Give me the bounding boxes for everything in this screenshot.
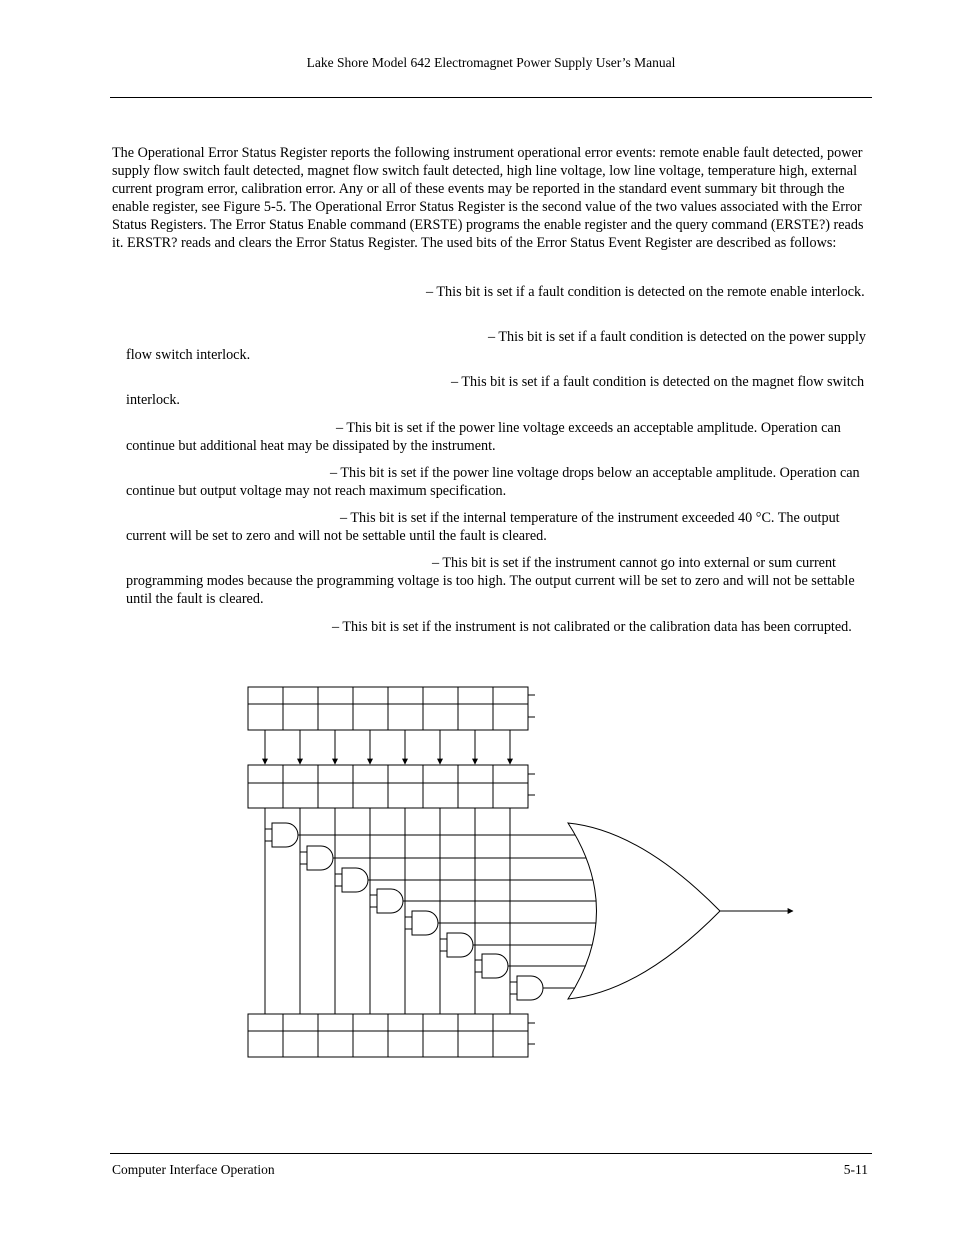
bit-item-magnet-flow — [126, 373, 870, 409]
and-gate-1 — [300, 846, 590, 870]
bit-item-ps-flow — [126, 328, 870, 364]
bit-desc: – This bit is set if a fault condition is detected on the magnet flow switch interlock. — [126, 374, 865, 408]
bit-desc: – This bit is set if the instrument cannot go into external or sum current programming modes because the programming voltage is too high. The output current will be set to zero and will not be settable until the fault is cleared. — [126, 555, 855, 607]
bit-desc: – This bit is set if the instrument is not calibrated or the calibration data has been corrupted. — [332, 619, 852, 635]
header-rule — [110, 97, 872, 98]
header-title: Lake Shore Model 642 Electromagnet Power Supply User’s Manual — [306, 55, 676, 70]
register-logic-diagram — [240, 682, 800, 1062]
or-gate — [568, 823, 720, 999]
intro-paragraph: The Operational Error Status Register reports the following instrument operational error events: remote enable fault detected, power supply flow switch fault detected, magnet flow switch fault detected, high line voltage, low line voltage, temperature high, external current program error, calibration error. Any or all of these events may be reported in the standard event summary bit through the enable register, see Figure 5-5. The Operational Error Status Register is the second value of the two values associated with the Error Status Registers. The Error Status Enable command (ERSTE) programs the enable register and the query command (ERSTE?) reads it. ERSTR? reads and clears the Error Status Register. The used bits of the Error Status Event Register are described as follows: — [112, 145, 864, 251]
bit-desc: – This bit is set if a fault condition is detected on the remote enable interlock. — [426, 284, 865, 300]
bit-item-temp-high — [126, 509, 870, 545]
footer-section-title: Computer Interface Operation — [112, 1162, 275, 1177]
bit-desc: – This bit is set if the power line voltage drops below an acceptable amplitude. Operation can continue but output voltage may not reach maximum specification. — [126, 465, 860, 499]
and-gate-4 — [405, 911, 600, 935]
bit-item-high-line — [126, 419, 870, 455]
bit-item-calibration — [126, 618, 870, 636]
bit-item-ext-prog — [126, 554, 870, 608]
bit-item-remote-enable — [126, 283, 870, 301]
status-register-diagram — [240, 682, 800, 1062]
and-gate-0 — [265, 823, 580, 847]
footer-rule — [110, 1153, 872, 1154]
bit-desc: – This bit is set if a fault condition is detected on the power supply flow switch interlock. — [126, 329, 867, 363]
page-number: 5-11 — [843, 1162, 868, 1177]
and-gate-6 — [475, 954, 592, 978]
bit-item-low-line — [126, 464, 870, 500]
and-gate-5 — [440, 933, 598, 957]
bit-desc: – This bit is set if the power line voltage exceeds an acceptable amplitude. Operation can continue but additional heat may be dissipated by the instrument. — [126, 420, 841, 454]
bit-desc: – This bit is set if the internal temperature of the instrument exceeded 40 °C. The output current will be set to zero and will not be settable until the fault is cleared. — [126, 510, 840, 544]
and-gate-2 — [335, 868, 596, 892]
